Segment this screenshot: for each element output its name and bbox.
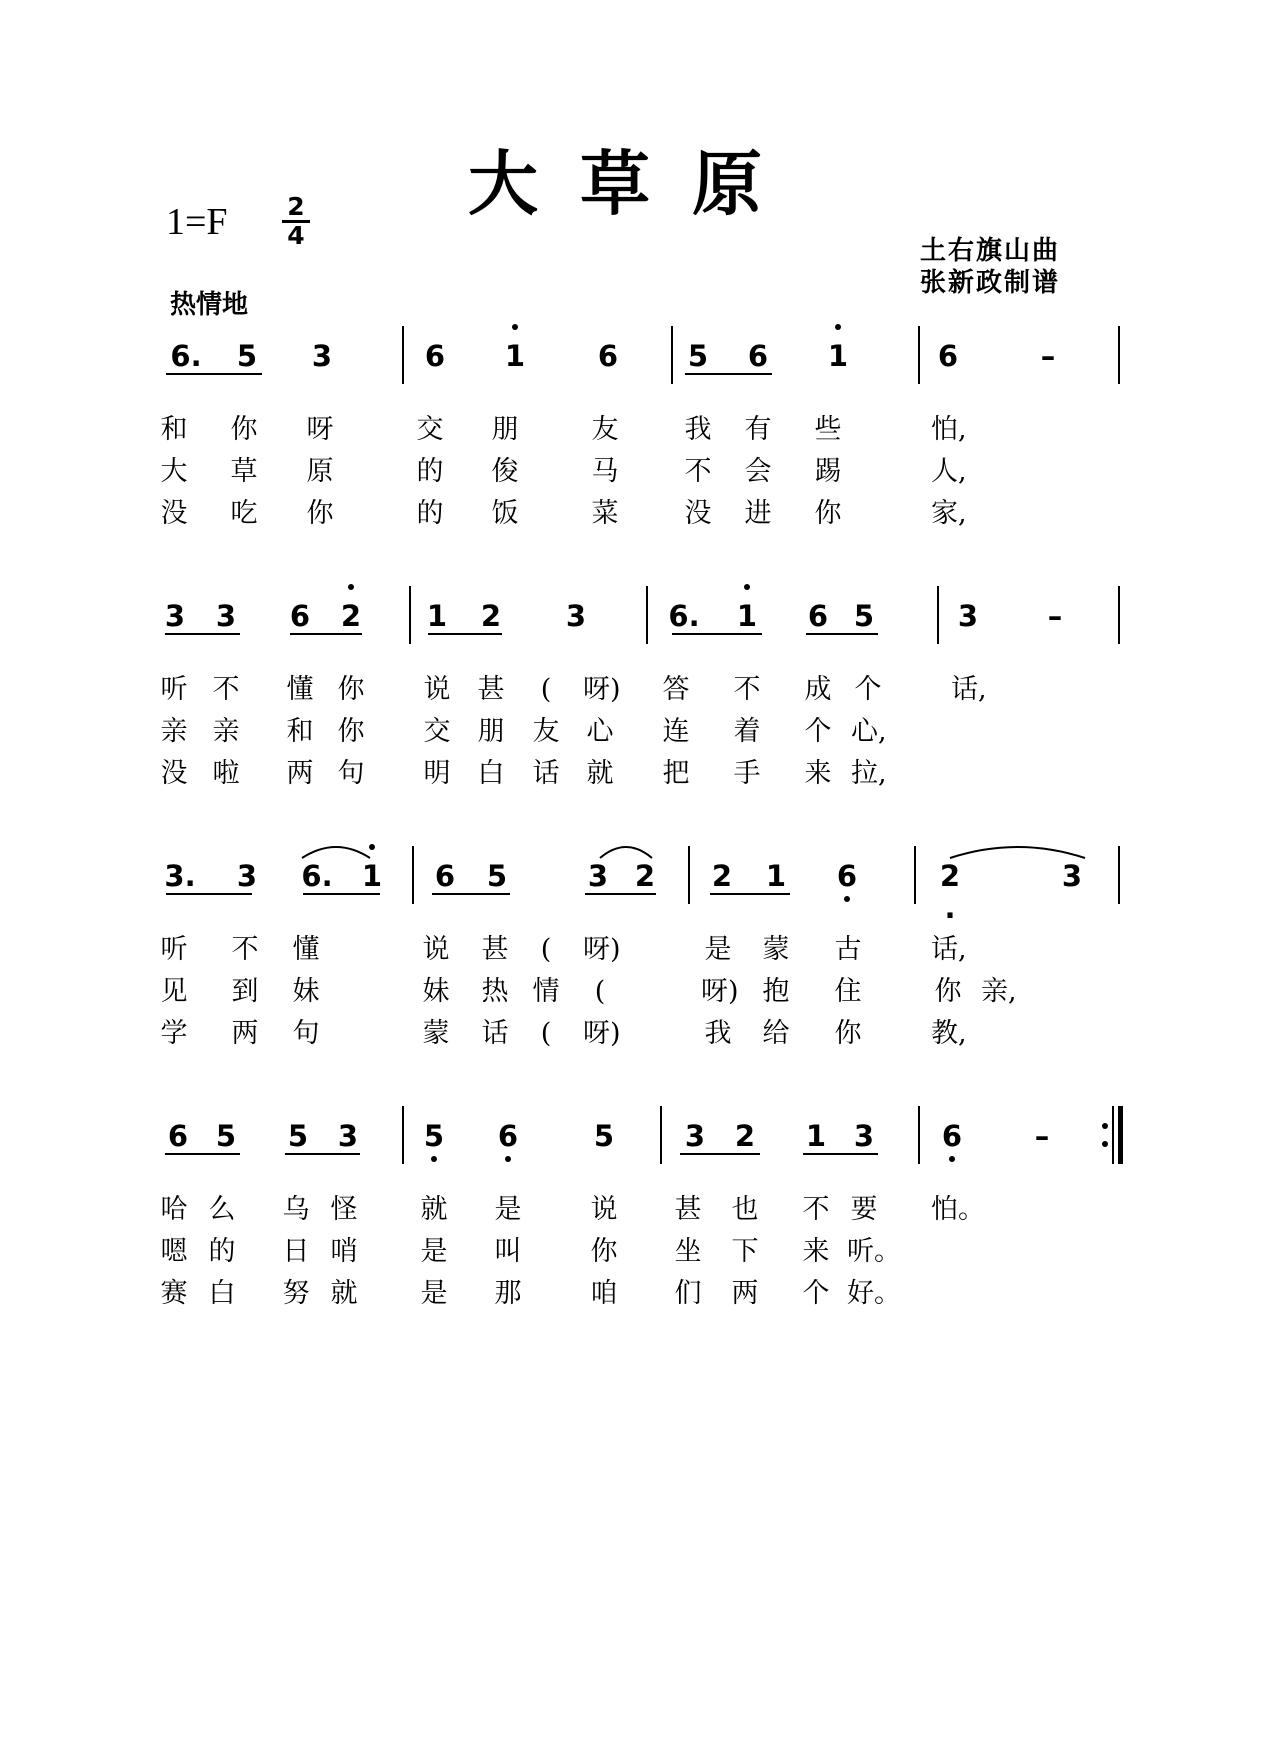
- note: 3: [215, 599, 237, 633]
- repeat-barline-thick: [1118, 1106, 1123, 1164]
- lyric-syllable: 着: [733, 716, 761, 747]
- lyric-syllable: 是: [420, 1236, 448, 1267]
- lyric-syllable: 心,: [851, 716, 887, 747]
- lyric-syllable: 连: [662, 716, 690, 747]
- octave-dot-below: [431, 1156, 437, 1162]
- lyric-syllable: 友: [532, 716, 560, 747]
- lyric-syllable: 家,: [931, 498, 967, 529]
- lyric-syllable: 来: [802, 1236, 830, 1267]
- lyric-syllable: 不: [733, 674, 761, 705]
- lyric-syllable: 懂: [292, 934, 320, 965]
- note: 3: [565, 599, 587, 633]
- lyric-syllable: 是: [704, 934, 732, 965]
- barline: [402, 1106, 404, 1164]
- song-title: 大草原: [468, 142, 804, 225]
- lyric-syllable: 哨: [330, 1236, 358, 1267]
- lyric-syllable: 懂: [286, 674, 314, 705]
- lyric-syllable: 交: [416, 414, 444, 445]
- lyric-syllable: 教,: [931, 1018, 967, 1049]
- beam-line: [803, 1153, 878, 1155]
- lyric-syllable: 热: [481, 976, 509, 1007]
- tempo-marking: 热情地: [170, 290, 249, 320]
- lyric-syllable: 呀): [583, 934, 621, 965]
- lyric-syllable: 说: [422, 934, 450, 965]
- lyric-syllable: 要: [850, 1194, 878, 1225]
- note: 3: [957, 599, 979, 633]
- lyric-syllable: 是: [420, 1278, 448, 1309]
- lyric-syllable: 答: [662, 674, 690, 705]
- lyric-syllable: 哈: [160, 1194, 188, 1225]
- note: 3: [853, 1119, 875, 1153]
- note: 3: [684, 1119, 706, 1153]
- note: –: [1040, 339, 1056, 373]
- note: 5: [486, 859, 508, 893]
- lyric-syllable: 来: [804, 758, 832, 789]
- key-signature: 1=F: [166, 201, 228, 243]
- note: 3: [236, 859, 258, 893]
- lyric-syllable: 给: [762, 1018, 790, 1049]
- note: 5: [423, 1119, 445, 1153]
- note: 6.: [170, 339, 202, 373]
- lyric-syllable: (: [540, 674, 552, 705]
- lyric-syllable: 话: [532, 758, 560, 789]
- lyric-syllable: 说: [423, 674, 451, 705]
- lyric-syllable: 听: [160, 934, 188, 965]
- barline: [660, 1106, 662, 1164]
- lyric-syllable: 怪: [330, 1194, 358, 1225]
- lyric-syllable: 会: [744, 456, 772, 487]
- note: 6: [807, 599, 829, 633]
- lyric-syllable: 甚: [481, 934, 509, 965]
- note: 5: [593, 1119, 615, 1153]
- lyric-syllable: 的: [416, 456, 444, 487]
- note: 6: [289, 599, 311, 633]
- barline: [918, 1106, 920, 1164]
- lyric-syllable: 白: [477, 758, 505, 789]
- lyric-syllable: 的: [208, 1236, 236, 1267]
- lyric-syllable: 的: [416, 498, 444, 529]
- lyric-syllable: 我: [704, 1018, 732, 1049]
- lyric-syllable: 没: [160, 758, 188, 789]
- lyric-syllable: 乌: [282, 1194, 310, 1225]
- lyric-syllable: (: [540, 1018, 552, 1049]
- note: 2: [734, 1119, 756, 1153]
- lyric-syllable: 个: [854, 674, 882, 705]
- note: 1: [765, 859, 787, 893]
- lyric-syllable: 朋: [491, 414, 519, 445]
- note: 3: [1061, 859, 1083, 893]
- lyric-syllable: 和: [286, 716, 314, 747]
- lyric-syllable: 听: [160, 674, 188, 705]
- lyric-line: [0, 1016, 1000, 1052]
- lyric-syllable: 么: [208, 1194, 236, 1225]
- note: 6: [747, 339, 769, 373]
- repeat-dot: [1102, 1141, 1108, 1147]
- note: 3: [337, 1119, 359, 1153]
- lyric-syllable: 到: [231, 976, 259, 1007]
- lyric-syllable: 你: [934, 976, 962, 1007]
- lyric-syllable: 人,: [931, 456, 967, 487]
- note: 6: [941, 1119, 963, 1153]
- repeat-dot: [1102, 1123, 1108, 1129]
- lyric-syllable: 白: [208, 1278, 236, 1309]
- slur: [600, 847, 652, 858]
- note: 6: [497, 1119, 519, 1153]
- note: 5: [215, 1119, 237, 1153]
- note: 3: [587, 859, 609, 893]
- lyric-syllable: 没: [684, 498, 712, 529]
- lyric-syllable: 个: [804, 716, 832, 747]
- note: 1: [361, 859, 383, 893]
- note: 6: [167, 1119, 189, 1153]
- repeat-barline-thin: [1112, 1106, 1114, 1164]
- lyric-syllable: 嗯: [160, 1236, 188, 1267]
- lyric-syllable: 古: [834, 934, 862, 965]
- note: 1: [827, 339, 849, 373]
- lyric-syllable: 朋: [477, 716, 505, 747]
- lyric-syllable: 抱: [762, 976, 790, 1007]
- lyric-syllable: 进: [744, 498, 772, 529]
- slur: [302, 847, 370, 858]
- lyric-syllable: 草: [230, 456, 258, 487]
- note: 6: [937, 339, 959, 373]
- lyric-syllable: 话,: [931, 934, 967, 965]
- lyric-syllable: 妹: [292, 976, 320, 1007]
- note: 2: [480, 599, 502, 633]
- lyric-line: [0, 974, 1017, 1010]
- lyric-syllable: 我: [684, 414, 712, 445]
- lyric-syllable: (: [540, 934, 552, 965]
- lyric-syllable: 蒙: [762, 934, 790, 965]
- note: 3: [164, 599, 186, 633]
- lyric-syllable: 两: [731, 1278, 759, 1309]
- lyric-syllable: 你: [306, 498, 334, 529]
- lyric-syllable: 有: [744, 414, 772, 445]
- lyric-syllable: 踢: [814, 456, 842, 487]
- note: 1: [736, 599, 758, 633]
- lyric-syllable: 交: [423, 716, 451, 747]
- lyric-syllable: 就: [586, 758, 614, 789]
- note: 5: [287, 1119, 309, 1153]
- lyric-syllable: 就: [420, 1194, 448, 1225]
- lyric-syllable: 情: [532, 976, 560, 1007]
- lyric-syllable: 亲,: [981, 976, 1017, 1007]
- note: 5: [853, 599, 875, 633]
- lyric-syllable: 呀): [583, 1018, 621, 1049]
- octave-dot-below: [949, 1156, 955, 1162]
- note: 2: [711, 859, 733, 893]
- lyric-syllable: 甚: [674, 1194, 702, 1225]
- lyric-syllable: 亲: [160, 716, 188, 747]
- lyric-syllable: 把: [662, 758, 690, 789]
- lyric-syllable: 下: [731, 1236, 759, 1267]
- beam-line: [680, 1153, 760, 1155]
- lyric-syllable: 明: [423, 758, 451, 789]
- note: 3: [311, 339, 333, 373]
- lyric-syllable: 话,: [951, 674, 987, 705]
- lyric-syllable: 你: [337, 716, 365, 747]
- lyric-syllable: 心: [586, 716, 614, 747]
- lyric-syllable: 怕,: [931, 414, 967, 445]
- note: 5: [236, 339, 258, 373]
- lyric-syllable: 没: [160, 498, 188, 529]
- lyric-syllable: 原: [306, 456, 334, 487]
- beam-line: [165, 1153, 240, 1155]
- lyric-syllable: 说: [590, 1194, 618, 1225]
- lyric-syllable: 呀): [701, 976, 739, 1007]
- note: –: [1034, 1119, 1050, 1153]
- lyric-syllable: 也: [731, 1194, 759, 1225]
- lyric-syllable: 话: [481, 1018, 509, 1049]
- lyric-syllable: 住: [834, 976, 862, 1007]
- note: 2: [634, 859, 656, 893]
- lyric-syllable: 见: [160, 976, 188, 1007]
- lyric-syllable: 不: [802, 1194, 830, 1225]
- lyric-syllable: 甚: [477, 674, 505, 705]
- lyric-syllable: 两: [231, 1018, 259, 1049]
- lyric-syllable: 妹: [422, 976, 450, 1007]
- lyric-syllable: 学: [160, 1018, 188, 1049]
- note: 5: [687, 339, 709, 373]
- composer-credit: 土右旗山曲: [920, 236, 1061, 266]
- lyric-syllable: (: [594, 976, 606, 1007]
- lyric-syllable: 大: [160, 456, 188, 487]
- lyric-syllable: 好。: [847, 1278, 901, 1309]
- lyric-line: [0, 1276, 1000, 1312]
- lyric-syllable: 亲: [212, 716, 240, 747]
- lyric-syllable: 蒙: [422, 1018, 450, 1049]
- note: 6: [434, 859, 456, 893]
- lyric-syllable: 不: [212, 674, 240, 705]
- lyric-syllable: 不: [684, 456, 712, 487]
- time-signature-bottom: 4: [287, 221, 305, 250]
- lyric-syllable: 们: [674, 1278, 702, 1309]
- lyric-syllable: 和: [160, 414, 188, 445]
- slur: [950, 847, 1085, 858]
- lyric-syllable: 就: [330, 1278, 358, 1309]
- note: 6.: [668, 599, 700, 633]
- lyric-syllable: 听。: [847, 1236, 901, 1267]
- lyric-syllable: 日: [282, 1236, 310, 1267]
- lyric-syllable: 句: [292, 1018, 320, 1049]
- note: 6.: [301, 859, 333, 893]
- note: 6: [836, 859, 858, 893]
- lyric-line: [0, 1192, 1000, 1228]
- lyric-syllable: 你: [337, 674, 365, 705]
- lyric-syllable: 你: [590, 1236, 618, 1267]
- lyric-syllable: 俊: [491, 456, 519, 487]
- octave-dot-below: [505, 1156, 511, 1162]
- note: 1: [504, 339, 526, 373]
- note: 2 .: [939, 859, 961, 925]
- lyric-syllable: 不: [231, 934, 259, 965]
- lyric-syllable: 咱: [590, 1278, 618, 1309]
- lyric-syllable: 叫: [494, 1236, 522, 1267]
- lyric-syllable: 怕。: [931, 1194, 985, 1225]
- note: 3.: [164, 859, 196, 893]
- lyric-syllable: 你: [834, 1018, 862, 1049]
- lyric-line: [0, 932, 1000, 968]
- lyric-syllable: 两: [286, 758, 314, 789]
- lyric-syllable: 你: [814, 498, 842, 529]
- arranger-credit: 张新政制谱: [920, 268, 1061, 298]
- lyric-syllable: 些: [814, 414, 842, 445]
- lyric-syllable: 呀): [583, 674, 621, 705]
- beam-line: [285, 1153, 360, 1155]
- lyric-syllable: 吃: [230, 498, 258, 529]
- lyric-syllable: 饭: [491, 498, 519, 529]
- lyric-syllable: 那: [494, 1278, 522, 1309]
- lyric-syllable: 啦: [212, 758, 240, 789]
- note: 1: [426, 599, 448, 633]
- note: 6: [597, 339, 619, 373]
- time-signature-top: 2: [282, 194, 310, 223]
- lyric-syllable: 个: [802, 1278, 830, 1309]
- note: 1: [805, 1119, 827, 1153]
- lyric-syllable: 你: [230, 414, 258, 445]
- lyric-syllable: 努: [282, 1278, 310, 1309]
- lyric-syllable: 马: [591, 456, 619, 487]
- note: 2: [340, 599, 362, 633]
- lyric-syllable: 拉,: [851, 758, 887, 789]
- lyric-syllable: 呀: [306, 414, 334, 445]
- lyric-syllable: 句: [337, 758, 365, 789]
- lyric-syllable: 成: [804, 674, 832, 705]
- lyric-syllable: 手: [733, 758, 761, 789]
- lyric-line: [0, 1234, 1000, 1270]
- note: 6: [424, 339, 446, 373]
- lyric-syllable: 菜: [591, 498, 619, 529]
- lyric-syllable: 坐: [674, 1236, 702, 1267]
- lyric-syllable: 是: [494, 1194, 522, 1225]
- lyric-syllable: 赛: [160, 1278, 188, 1309]
- note: –: [1047, 599, 1063, 633]
- lyric-syllable: 友: [591, 414, 619, 445]
